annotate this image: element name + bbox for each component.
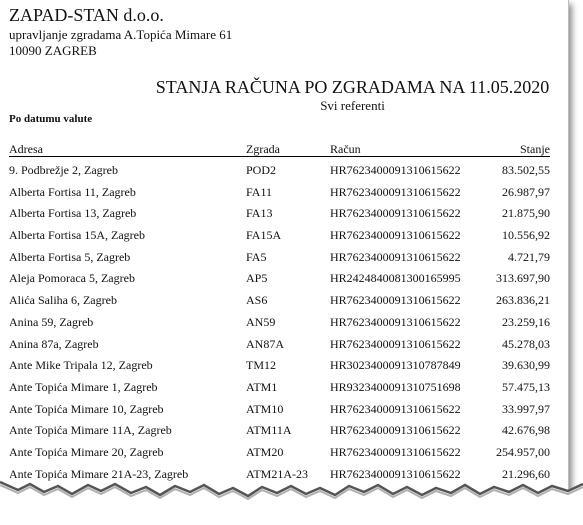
table-row	[0, 271, 568, 293]
cell-building: AN87A	[246, 336, 284, 351]
table-row	[0, 206, 568, 228]
cell-balance: 83.502,55	[502, 163, 550, 177]
cell-building: ATM21A-23	[246, 466, 308, 481]
cell-account: HR7623400091310615622	[330, 336, 461, 351]
cell-address: 9. Podbrežje 2, Zagreb	[9, 163, 118, 177]
cell-address: Anina 59, Zagreb	[9, 314, 94, 329]
header-balance: Stanje	[520, 142, 550, 156]
table-row	[0, 402, 568, 424]
cell-account: HR7623400091310615622	[330, 163, 461, 177]
table-row	[0, 445, 568, 467]
report-title: STANJA RAČUNA PO ZGRADAMA NA 11.05.2020	[155, 77, 550, 97]
cell-address: Aleja Pomoraca 5, Zagreb	[9, 271, 135, 286]
company-postal-line: 10090 ZAGREB	[9, 43, 97, 58]
cell-address: Ante Topića Mimare 1, Zagreb	[9, 379, 158, 394]
cell-balance: 33.997,97	[502, 401, 550, 416]
cell-account: HR7623400091310615622	[330, 293, 461, 308]
table-row	[0, 163, 568, 185]
cell-address: Alberta Fortisa 15A, Zagreb	[9, 228, 145, 243]
table-row	[0, 358, 568, 380]
cell-building: FA15A	[246, 228, 282, 243]
company-name: ZAPAD-STAN d.o.o.	[9, 5, 164, 25]
cell-account: HR7623400091310615622	[330, 206, 461, 221]
cell-address: Alberta Fortisa 13, Zagreb	[9, 206, 137, 221]
cell-address: Alberta Fortisa 5, Zagreb	[9, 249, 131, 264]
header-account: Račun	[330, 142, 361, 156]
cell-building: FA11	[246, 184, 273, 199]
cell-building: FA13	[246, 206, 273, 221]
cell-balance: 263.836,21	[496, 293, 550, 308]
table-row	[0, 250, 568, 272]
table-body	[0, 163, 568, 488]
cell-address: Ante Mike Tripala 12, Zagreb	[9, 358, 153, 373]
cell-address: Anina 87a, Zagreb	[9, 336, 99, 351]
cell-balance: 254.957,00	[496, 444, 550, 459]
cell-account: HR7623400091310615622	[330, 444, 461, 459]
torn-paper-edge	[0, 470, 583, 525]
sort-label: Po datumu valute	[9, 113, 93, 125]
cell-building: TM12	[246, 358, 276, 373]
table-row	[0, 380, 568, 402]
table-row	[0, 293, 568, 315]
report-subtitle: Svi referenti	[320, 98, 385, 113]
cell-address: Ante Topića Mimare 20, Zagreb	[9, 444, 164, 459]
cell-building: FA5	[246, 249, 267, 264]
cell-account: HR7623400091310615622	[330, 466, 461, 481]
cell-balance: 21.296,60	[502, 466, 550, 481]
cell-building: AS6	[246, 293, 268, 308]
cell-account: HR7623400091310615622	[330, 249, 461, 264]
cell-building: ATM20	[246, 444, 284, 459]
table-row	[0, 185, 568, 207]
header-building: Zgrada	[246, 142, 280, 156]
cell-building: AN59	[246, 314, 276, 329]
cell-account: HR3023400091310787849	[330, 358, 461, 373]
cell-building: AP5	[246, 271, 268, 286]
cell-balance: 39.630,99	[502, 358, 550, 373]
cell-balance: 21.875,90	[502, 206, 550, 221]
cell-address: Alića Saliha 6, Zagreb	[9, 293, 117, 308]
cell-balance: 23.259,16	[502, 314, 550, 329]
table-row	[0, 423, 568, 445]
cell-account: HR7623400091310615622	[330, 228, 461, 243]
cell-address: Ante Topića Mimare 10, Zagreb	[9, 401, 164, 416]
cell-account: HR2424840081300165995	[330, 271, 461, 286]
cell-building: ATM11A	[246, 423, 292, 438]
cell-balance: 45.278,03	[502, 336, 550, 351]
cell-address: Alberta Fortisa 11, Zagreb	[9, 184, 136, 199]
cell-balance: 42.676,98	[502, 423, 550, 438]
cell-building: ATM1	[246, 379, 278, 394]
table-row	[0, 337, 568, 359]
cell-address: Ante Topića Mimare 11A, Zagreb	[9, 423, 172, 438]
cell-address: Ante Topića Mimare 21A-23, Zagreb	[9, 466, 189, 481]
cell-account: HR9323400091310751698	[330, 379, 461, 394]
cell-account: HR7623400091310615622	[330, 314, 461, 329]
table-row	[0, 315, 568, 337]
cell-balance: 313.697,90	[496, 271, 550, 286]
company-address-line: upravljanje zgradama A.Topića Mimare 61	[9, 27, 233, 42]
cell-balance: 4.721,79	[508, 249, 550, 264]
cell-building: POD2	[246, 163, 277, 177]
cell-building: ATM10	[246, 401, 284, 416]
header-divider	[9, 156, 550, 157]
cell-account: HR7623400091310615622	[330, 401, 461, 416]
header-address: Adresa	[9, 142, 43, 156]
cell-balance: 57.475,13	[502, 379, 550, 394]
cell-balance: 26.987,97	[502, 184, 550, 199]
cell-account: HR7623400091310615622	[330, 423, 461, 438]
table-row	[0, 228, 568, 250]
cell-balance: 10.556,92	[502, 228, 550, 243]
cell-account: HR7623400091310615622	[330, 184, 461, 199]
